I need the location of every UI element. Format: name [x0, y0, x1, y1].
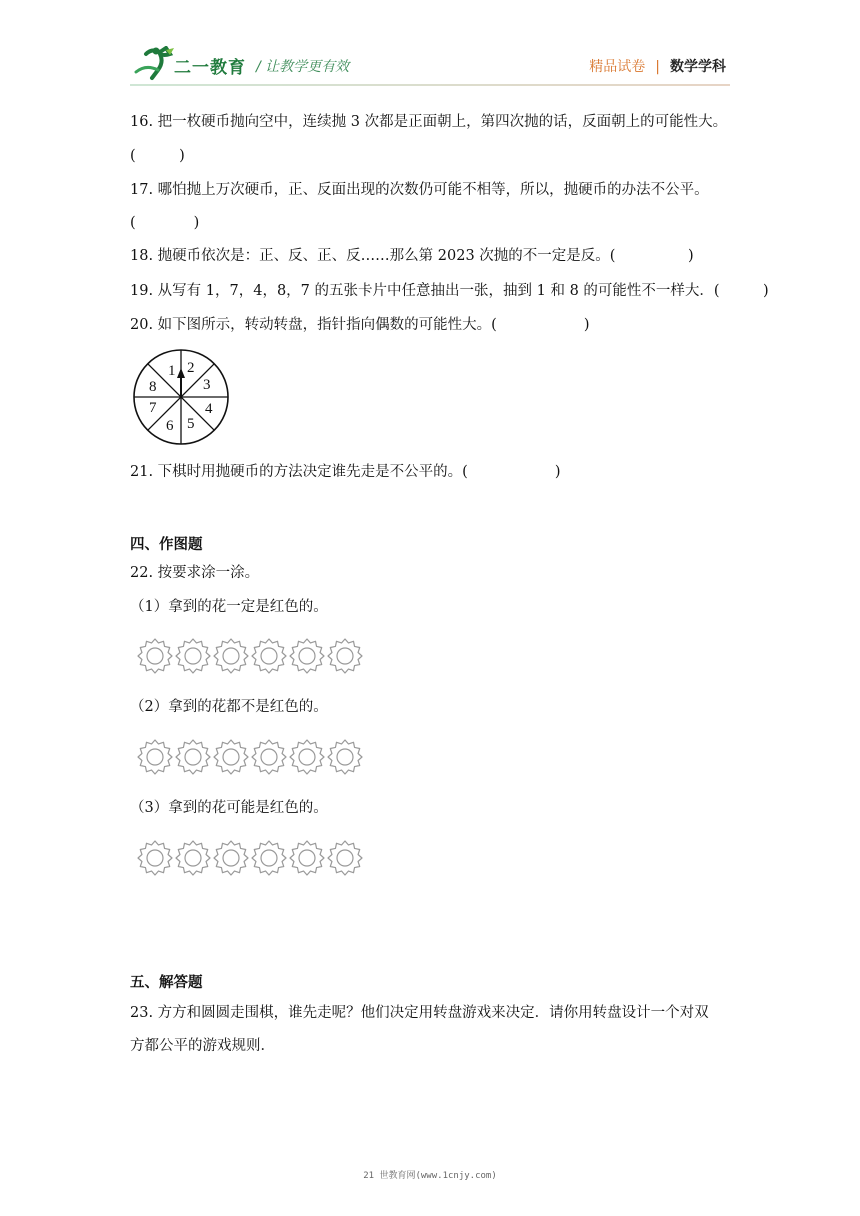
- flower-row-2: [136, 737, 364, 777]
- question-23-line-1: 23. 方方和圆圆走围棋，谁先走呢？他们决定用转盘游戏来决定．请你用转盘设计一个对双: [130, 1005, 709, 1021]
- flower-icon: [176, 639, 210, 673]
- question-16: 16. 把一枚硬币抛向空中，连续抛 3 次都是正面朝上，第四次抛的话，反面朝上的可能性大。: [130, 114, 728, 130]
- spinner-number-2: 2: [187, 360, 195, 376]
- section-5-title: 五、解答题: [130, 974, 203, 991]
- logo-text: 二一教育: [174, 58, 246, 78]
- flower-icon: [328, 841, 362, 875]
- flower-icon: [176, 841, 210, 875]
- question-18: 18. 抛硬币依次是：正、反、正、反……那么第 2023 次抛的不一定是反。( ): [130, 248, 694, 264]
- question-17: 17. 哪怕抛上万次硬币，正、反面出现的次数仍可能不相等，所以，抛硬币的办法不公平。: [130, 182, 709, 198]
- flower-icon: [290, 740, 324, 774]
- flower-icon: [290, 841, 324, 875]
- flower-icon: [176, 740, 210, 774]
- question-23-line-2: 方都公平的游戏规则．: [130, 1038, 275, 1054]
- question-22-part-3: （3）拿到的花可能是红色的。: [130, 800, 328, 816]
- flower-icon: [138, 841, 172, 875]
- slogan: / 让教学更有效: [256, 59, 350, 75]
- flower-icon: [252, 841, 286, 875]
- badge-separator: |: [655, 59, 660, 75]
- flower-icon: [214, 841, 248, 875]
- spinner-number-6: 6: [166, 418, 174, 434]
- flower-icon: [290, 639, 324, 673]
- badge-left: 精品试卷: [589, 59, 646, 75]
- flower-row-3: [136, 838, 364, 878]
- question-22-part-2: （2）拿到的花都不是红色的。: [130, 699, 328, 715]
- flower-icon: [138, 639, 172, 673]
- question-21: 21. 下棋时用抛硬币的方法决定谁先走是不公平的。( ): [130, 464, 561, 480]
- question-22-part-1: （1）拿到的花一定是红色的。: [130, 599, 328, 615]
- flower-icon: [328, 740, 362, 774]
- question-17-paren: ( ): [130, 215, 200, 231]
- flower-icon: [214, 639, 248, 673]
- question-20: 20. 如下图所示，转动转盘，指针指向偶数的可能性大。( ): [130, 317, 590, 333]
- section-4-title: 四、作图题: [130, 536, 203, 553]
- header-badge: [589, 56, 726, 76]
- flower-icon: [328, 639, 362, 673]
- spinner-number-5: 5: [187, 416, 195, 432]
- spinner-diagram: [132, 348, 232, 448]
- spinner-number-7: 7: [149, 400, 157, 416]
- flower-icon: [252, 740, 286, 774]
- flower-icon: [214, 740, 248, 774]
- spinner-number-3: 3: [203, 377, 211, 393]
- spinner-number-4: 4: [205, 401, 213, 417]
- question-22: 22. 按要求涂一涂。: [130, 565, 260, 581]
- page-footer: 21 世教育网(www.1cnjy.com): [363, 1171, 497, 1181]
- flower-icon: [252, 639, 286, 673]
- flower-icon: [138, 740, 172, 774]
- spinner-number-1: 1: [168, 363, 176, 379]
- flower-row-1: [136, 636, 364, 676]
- page-header: [0, 0, 860, 100]
- header-divider: [130, 84, 730, 86]
- spinner-number-8: 8: [149, 379, 157, 395]
- question-19: 19. 从写有 1，7，4，8，7 的五张卡片中任意抽出一张，抽到 1 和 8 的可能性不一样大．( ): [130, 283, 769, 299]
- spinner-pointer-icon: [177, 368, 185, 378]
- badge-right: 数学学科: [670, 59, 726, 75]
- question-16-paren: ( ): [130, 148, 185, 164]
